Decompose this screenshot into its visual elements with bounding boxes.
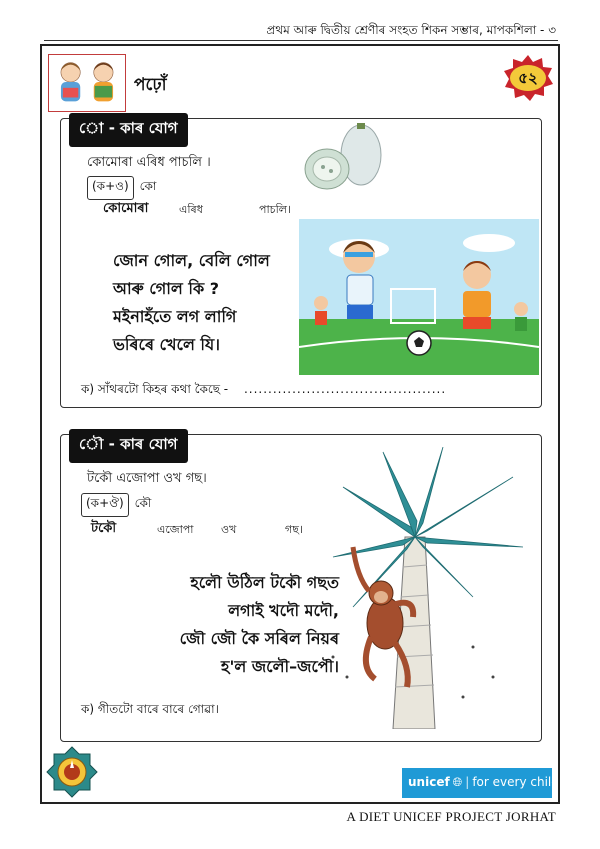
section-ou-kar <box>60 434 542 742</box>
football-kids-illustration <box>299 219 539 375</box>
page-frame <box>40 44 560 804</box>
page-number: ৫২ <box>518 69 538 87</box>
poem-line: জৌ জৌ কৈ সৰিল নিয়ৰ <box>179 629 339 648</box>
answer-blank[interactable]: .......................................... <box>243 382 447 396</box>
question <box>81 381 446 401</box>
unicef-tagline: for every child <box>472 775 559 789</box>
section-heading: ো - কাৰ যোগ <box>69 113 188 147</box>
gourd-illustration <box>301 123 385 193</box>
unicef-name: unicef <box>408 775 450 789</box>
split-word: কোমোৰা <box>103 201 149 216</box>
split-words-row <box>61 201 361 217</box>
poem-line: ভৰিৰে খেলে যি। <box>113 335 220 354</box>
poem-line: আৰু গোল কি ? <box>113 279 220 298</box>
combination-box: (ক+ঔ) <box>81 493 129 517</box>
header-title: প্ৰথম আৰু দ্বিতীয় শ্ৰেণীৰ সংহত শিকন সম্ভাৰ, মাপকশিলা - ৩ <box>266 23 556 37</box>
footer-text: A DIET UNICEF PROJECT JORHAT <box>346 809 556 824</box>
example-sentence: টকৌ এজোপা ওখ গছ। <box>87 471 207 486</box>
split-word: গছ। <box>285 523 303 536</box>
split-word: ওখ <box>221 523 237 536</box>
poem-line: হলৌ উঠিল টকৌ গছত <box>190 573 339 592</box>
unicef-logo <box>402 768 559 798</box>
riddle-poem <box>113 247 270 359</box>
combination-result: কো <box>139 179 157 193</box>
split-word: এৰিধ <box>179 203 203 216</box>
unicef-separator: | <box>465 775 470 789</box>
poem-line: মইনাহঁতে লগ লাগি <box>113 307 237 326</box>
section-o-kar <box>60 118 542 408</box>
split-words-row <box>61 521 361 537</box>
split-word: টকৌ <box>91 521 117 536</box>
poem-line: জোন গোল, বেলি গোল <box>113 251 270 270</box>
split-word: পাচলি। <box>259 203 291 216</box>
page-number-badge <box>502 54 554 102</box>
question-text: ক) সাঁথৰটো কিহৰ কথা কৈছে - <box>81 382 229 396</box>
poem-line: হ'ল জলৌ–জপৌ। <box>221 657 339 676</box>
read-title: পঢ়োঁ <box>134 75 167 95</box>
letter-combination <box>87 176 156 200</box>
unicef-globe-icon: 🌐︎ <box>452 775 463 789</box>
section-heading: ৌ - কাৰ যোগ <box>69 429 188 463</box>
kids-reading-illustration <box>48 54 126 112</box>
question: ক) গীতটো বাৰে বাৰে গোৱা। <box>81 702 219 716</box>
split-word: এজোপা <box>157 523 194 536</box>
diet-emblem <box>46 746 98 798</box>
combination-result: কৌ <box>134 496 152 510</box>
poem-line: লগাই খদৌ মদৌ, <box>228 601 339 620</box>
song-poem <box>121 569 339 681</box>
combination-box: (ক+ও) <box>87 176 134 200</box>
monkey-palm-tree-illustration <box>323 447 533 729</box>
letter-combination <box>81 493 151 517</box>
header-rule <box>44 40 558 41</box>
example-sentence: কোমোৰা এৰিধ পাচলি । <box>87 155 211 170</box>
